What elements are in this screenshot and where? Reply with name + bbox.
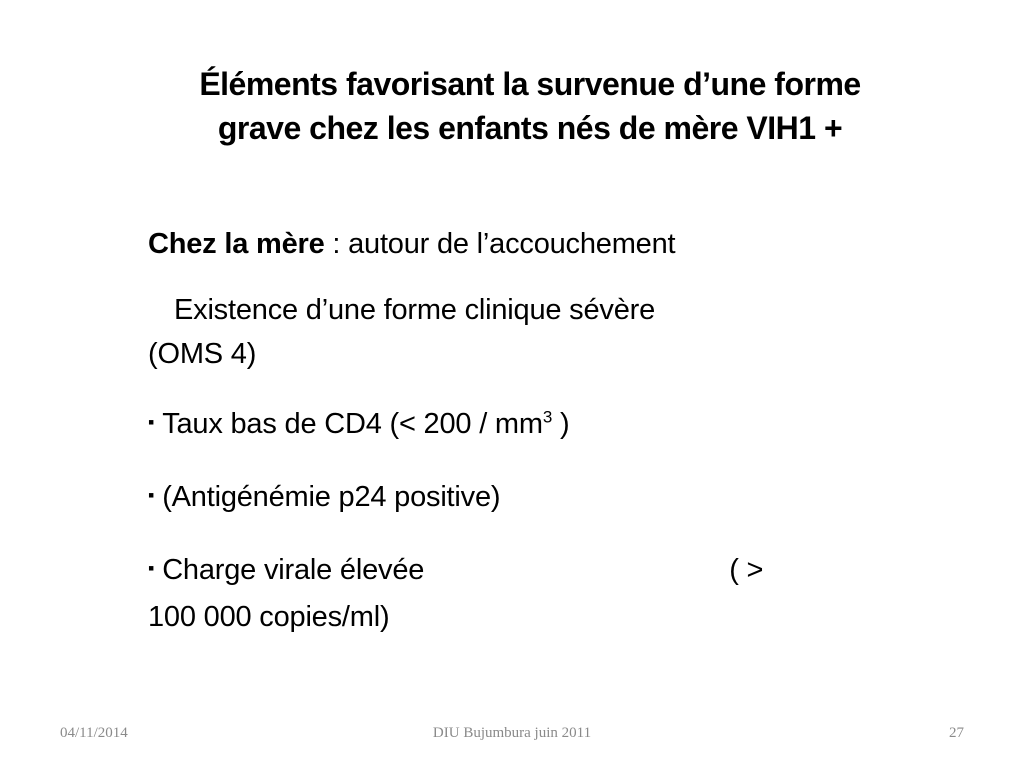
- intro-text: : autour de l’accouchement: [324, 228, 676, 260]
- list-item-p24: [148, 475, 888, 522]
- list-item-viral-load: [148, 548, 888, 639]
- intro-heading: Chez la mère: [148, 228, 325, 260]
- bullet-icon: ▪: [148, 412, 155, 432]
- slide-body: [148, 222, 888, 665]
- list-item-clinical-form: [148, 288, 888, 376]
- intro-line: [148, 222, 888, 266]
- list-item-text: Taux bas de CD4 (< 200 / mm: [162, 408, 543, 440]
- list-item-text: (Antigénémie p24 positive): [162, 481, 501, 513]
- bullet-icon: ▪: [148, 485, 155, 505]
- footer-date: 04/11/2014: [60, 725, 128, 741]
- list-item-text-continued: (OMS 4): [148, 338, 257, 370]
- list-item-text: Existence d’une forme clinique sévère: [174, 294, 656, 326]
- bullet-icon: ▪: [148, 558, 155, 578]
- list-item-text-tail: ): [552, 408, 570, 440]
- footer-event: DIU Bujumbura juin 2011: [432, 725, 592, 741]
- title-line-2: grave chez les enfants nés de mère VIH1 +: [217, 110, 843, 146]
- title-line-1: Éléments favorisant la survenue d’une forme: [199, 66, 861, 102]
- list-item-cd4: [148, 402, 888, 449]
- list-item-text-continued: 100 000 copies/ml): [148, 601, 390, 633]
- superscript: 3: [542, 407, 553, 427]
- list-item-text: Charge virale élevée: [162, 554, 425, 586]
- list-item-text-right: ( >: [729, 554, 764, 586]
- footer-page-number: 27: [949, 725, 964, 741]
- slide-title: [120, 62, 940, 150]
